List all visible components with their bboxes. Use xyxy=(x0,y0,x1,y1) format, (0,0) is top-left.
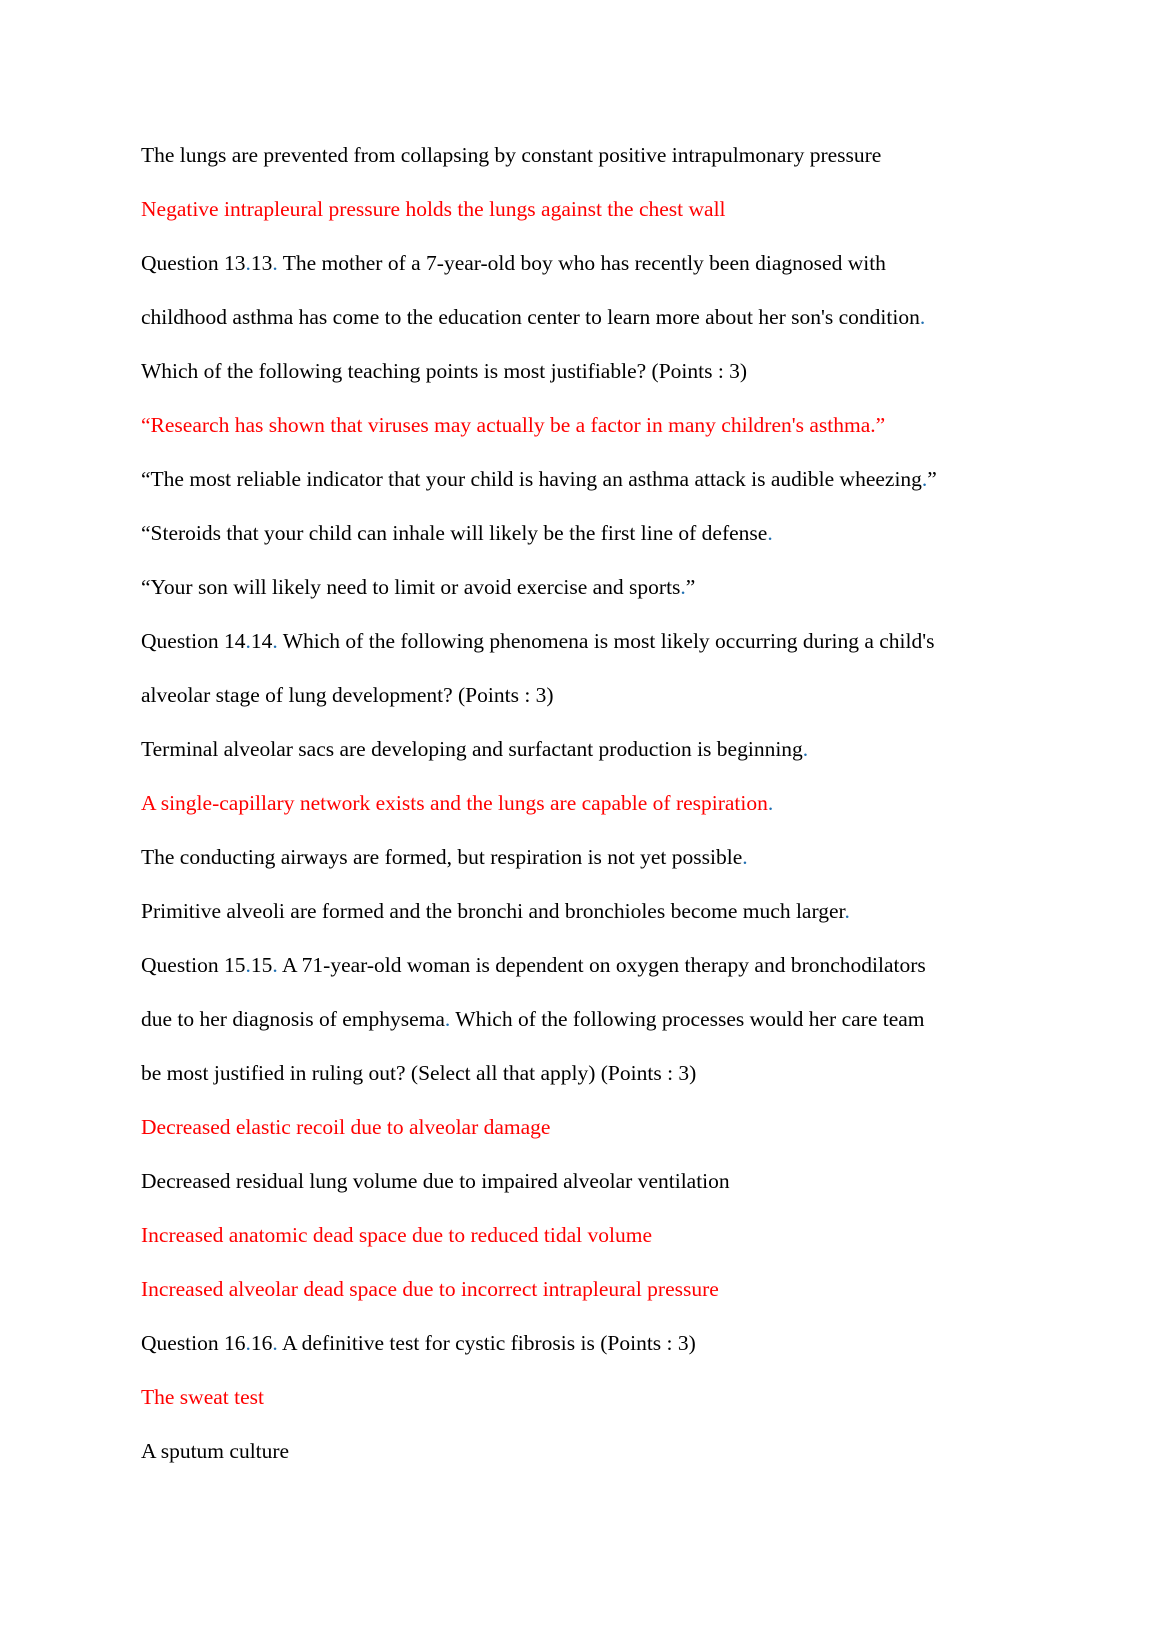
question-heading: Question 16.16. A definitive test for cystic fibrosis is (Points : 3) xyxy=(141,1331,696,1355)
document-body xyxy=(141,128,1041,1478)
question-text: be most justified in ruling out? (Select all that apply) (Points : 3) xyxy=(141,1061,697,1085)
correct-answer-option: Decreased elastic recoil due to alveolar damage xyxy=(141,1115,551,1139)
answer-option: “The most reliable indicator that your child is having an asthma attack is audible wheezing.” xyxy=(141,467,937,491)
correct-answer-option: Increased anatomic dead space due to reduced tidal volume xyxy=(141,1223,652,1247)
question-heading: Question 14.14. Which of the following phenomena is most likely occurring during a child's xyxy=(141,629,935,653)
question-label: Question 15 xyxy=(141,953,246,977)
question-label: Question 13 xyxy=(141,251,246,275)
answer-option: Decreased residual lung volume due to impaired alveolar ventilation xyxy=(141,1169,730,1193)
answer-option: “Your son will likely need to limit or avoid exercise and sports.” xyxy=(141,575,696,599)
answer-option: The lungs are prevented from collapsing by constant positive intrapulmonary pressure xyxy=(141,143,882,167)
answer-option: A sputum culture xyxy=(141,1439,290,1463)
question-heading: Question 15.15. A 71-year-old woman is dependent on oxygen therapy and bronchodilators xyxy=(141,953,926,977)
question-heading: Question 13.13. The mother of a 7-year-old boy who has recently been diagnosed with xyxy=(141,251,886,275)
answer-option: Terminal alveolar sacs are developing and surfactant production is beginning. xyxy=(141,737,809,761)
correct-answer-option: Negative intrapleural pressure holds the lungs against the chest wall xyxy=(141,197,726,221)
answer-option: “Steroids that your child can inhale will likely be the first line of defense. xyxy=(141,521,773,545)
correct-answer-option: The sweat test xyxy=(141,1385,264,1409)
correct-answer-option: “Research has shown that viruses may actually be a factor in many children's asthma.” xyxy=(141,413,886,437)
answer-option: Primitive alveoli are formed and the bronchi and bronchioles become much larger. xyxy=(141,899,850,923)
question-label: Question 14 xyxy=(141,629,246,653)
question-text: childhood asthma has come to the education center to learn more about her son's condition. xyxy=(141,305,926,329)
question-text: Which of the following teaching points is most justifiable? (Points : 3) xyxy=(141,359,748,383)
question-text: alveolar stage of lung development? (Points : 3) xyxy=(141,683,554,707)
question-label: Question 16 xyxy=(141,1331,246,1355)
question-text: due to her diagnosis of emphysema. Which of the following processes would her care team xyxy=(141,1007,925,1031)
answer-option: The conducting airways are formed, but respiration is not yet possible. xyxy=(141,845,748,869)
correct-answer-option: A single-capillary network exists and the lungs are capable of respiration. xyxy=(141,791,774,815)
correct-answer-option: Increased alveolar dead space due to incorrect intrapleural pressure xyxy=(141,1277,719,1301)
